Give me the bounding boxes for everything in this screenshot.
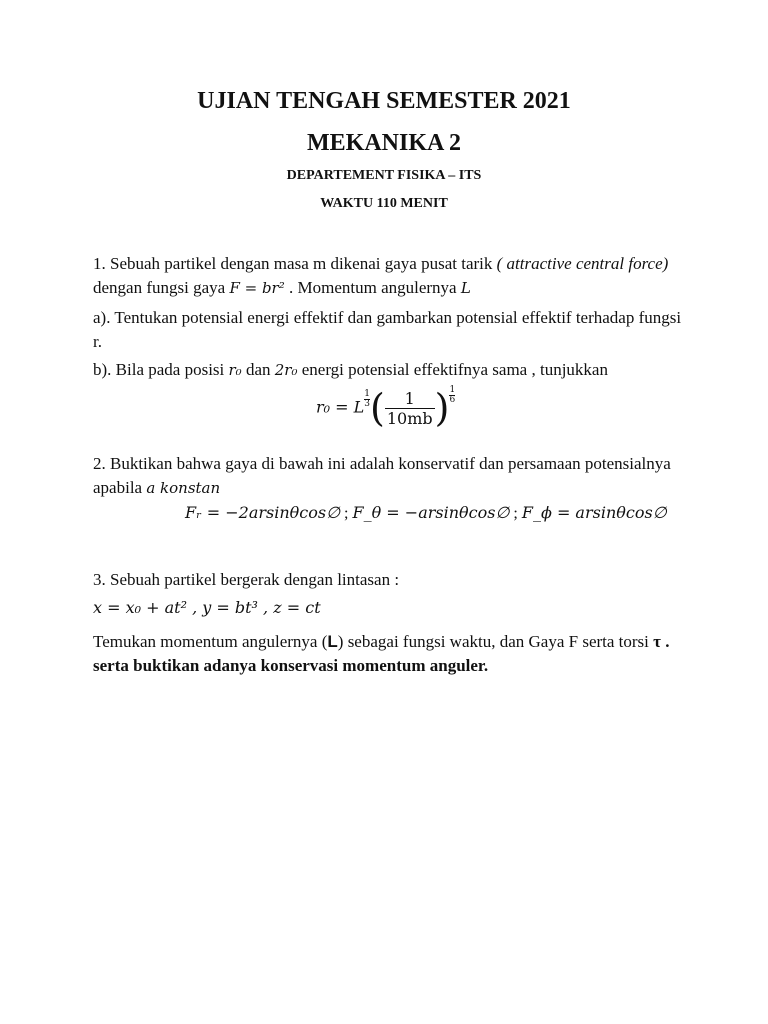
question-1-intro: 1. Sebuah partikel dengan masa m dikenai gaya pusat tarik ( attractive central force) dengan fungsi gaya F = br² . Momentum angulernya L [93,254,669,297]
exam-title: UJIAN TENGAH SEMESTER 2021 [197,88,571,114]
force-equation: F = br² [229,279,285,297]
department: DEPARTEMENT FISIKA – ITS [286,168,482,183]
force-components: Fᵣ = −2arsinθcos∅ ; F_θ = −arsinθcos∅ ; F_ϕ = arsinθcos∅ [185,503,667,522]
duration: WAKTU 110 MENIT [320,196,448,211]
question-1a: a). Tentukan potensial energi effektif dan gambarkan potensial effektif terhadap fungsi r. [93,308,682,351]
path-equation: x = x₀ + at² , y = bt³ , z = ct [93,598,321,617]
question-3-text: Temukan momentum angulernya (L) sebagai fungsi waktu, dan Gaya F serta torsi τ . serta buktikan adanya konservasi momentum anguler. [93,632,670,675]
question-3-intro: 3. Sebuah partikel bergerak dengan lintasan : [93,570,400,589]
question-2: 2. Buktikan bahwa gaya di bawah ini adalah konservatif dan persamaan potensialnya apabila a konstan [93,454,671,497]
question-1b: b). Bila pada posisi r₀ dan 2r₀ energi potensial effektifnya sama , tunjukkan [93,360,608,379]
result-equation: r₀ = L $\frac{1}{3}$ ( $\frac{1}{10mb}$ ) $\frac{1}{6}$ [316,385,456,430]
course-title: MEKANIKA 2 [306,130,461,156]
